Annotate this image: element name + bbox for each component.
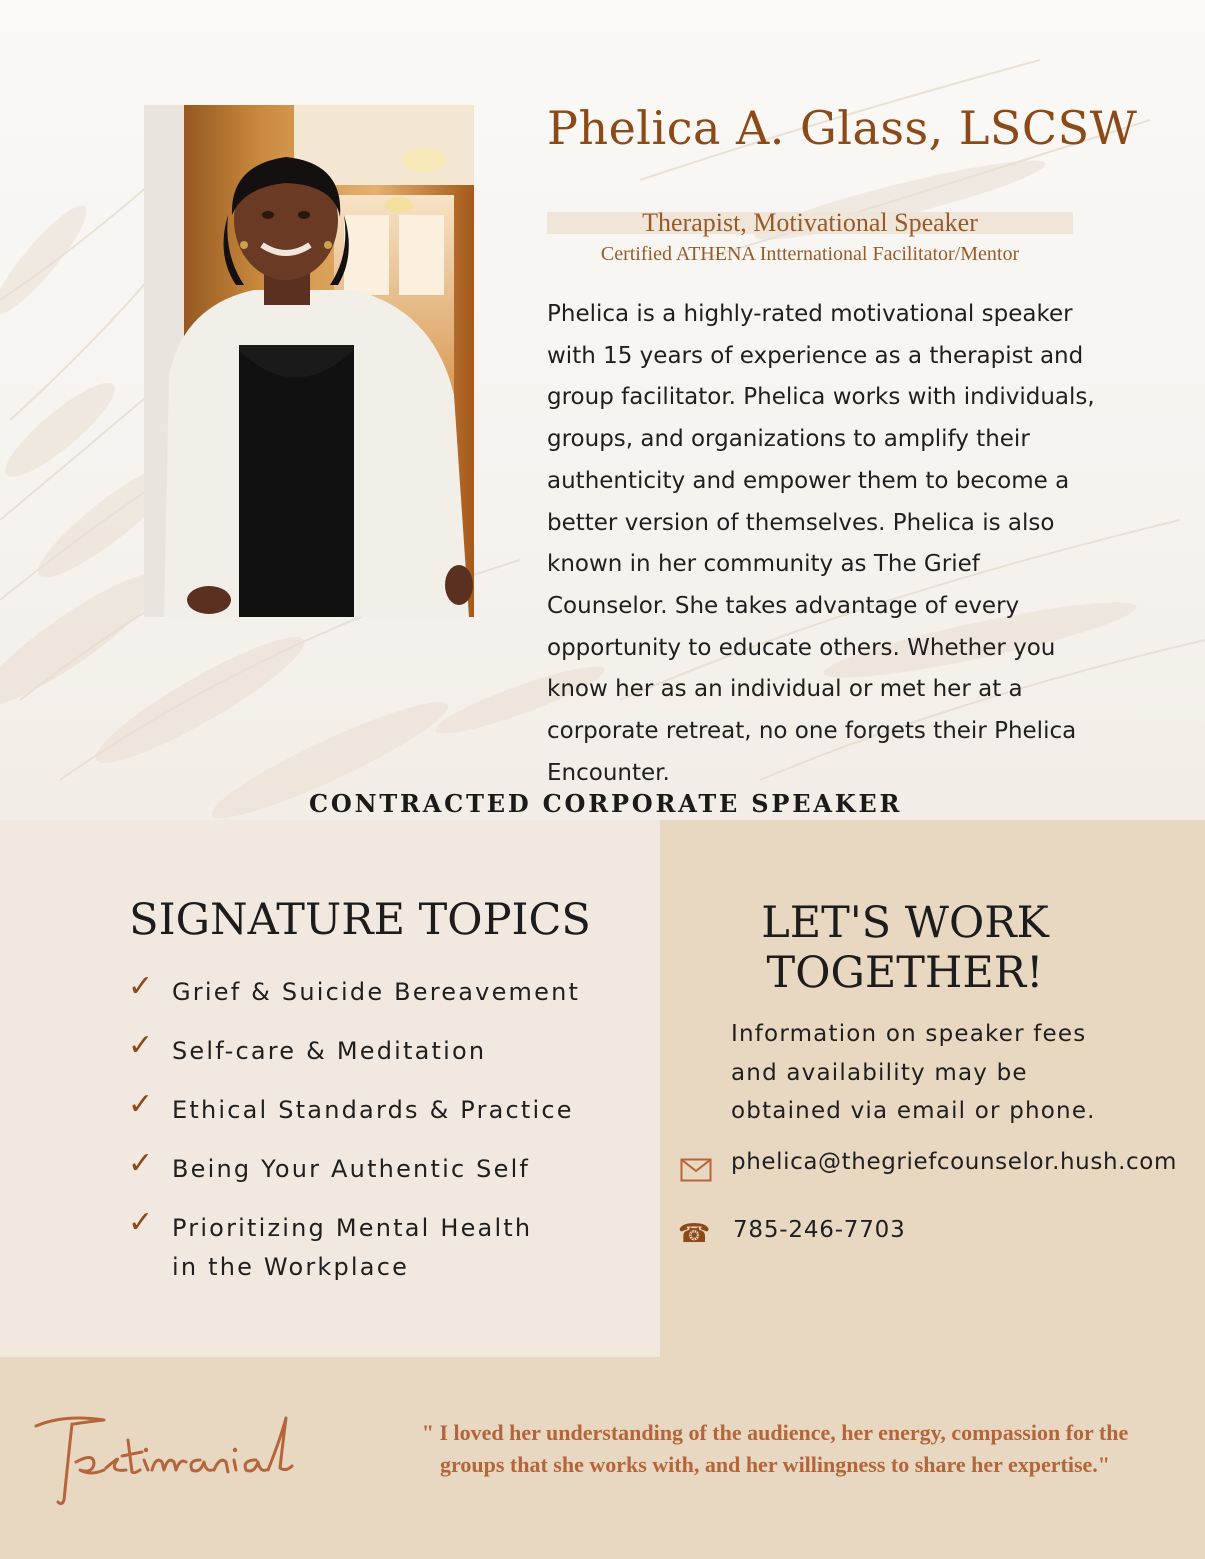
topic-label-continued: in the Workplace <box>172 1253 410 1281</box>
contracted-speaker-banner: CONTRACTED CORPORATE SPEAKER <box>309 789 903 818</box>
title-line: TOGETHER! <box>766 948 1044 998</box>
testimonial-script-heading <box>34 1400 294 1510</box>
bio-line: know her as an individual or met her at a <box>547 676 1023 703</box>
bio-line: Encounter. <box>547 759 670 786</box>
testimonial-heading-text: Testimonial <box>34 1400 40 1401</box>
testimonial-quote <box>395 1417 1155 1481</box>
topic-label: Being Your Authentic Self <box>172 1155 531 1183</box>
bio-line: better version of themselves. Phelica is also <box>547 509 1055 536</box>
info-line: obtained via email or phone. <box>731 1098 1096 1124</box>
envelope-icon <box>680 1158 712 1182</box>
checkmark-icon: ✓ <box>128 1205 154 1240</box>
bio-line: known in her community as The Grief <box>547 551 980 578</box>
topic-item <box>128 1087 648 1131</box>
checkmark-icon: ✓ <box>128 969 154 1004</box>
portrait-photo <box>144 105 474 617</box>
lets-work-together-title <box>660 898 1150 998</box>
speaker-title: Therapist, Motivational Speaker <box>642 208 978 237</box>
checkmark-icon: ✓ <box>128 1087 154 1122</box>
quote-line: groups that she works with, and her willingness to share her expertise." <box>439 1452 1111 1477</box>
email-link[interactable]: phelica@thegriefcounselor.hush.com <box>731 1149 1177 1175</box>
phone-number[interactable]: 785-246-7703 <box>733 1217 906 1243</box>
bio-line: corporate retreat, no one forgets their Phelica <box>547 718 1077 745</box>
topic-item <box>128 1028 648 1072</box>
topic-label: Ethical Standards & Practice <box>172 1096 574 1124</box>
info-line: Information on speaker fees <box>731 1021 1087 1047</box>
bio-line: Phelica is a highly-rated motivational speaker <box>547 301 1073 327</box>
topic-label: Grief & Suicide Bereavement <box>172 978 581 1006</box>
telephone-icon: ☎ <box>678 1219 711 1249</box>
topic-item <box>128 1146 648 1190</box>
bio-paragraph <box>547 294 1107 794</box>
info-line: and availability may be <box>731 1059 1028 1086</box>
speaker-name: Phelica A. Glass, LSCSW <box>547 101 1138 155</box>
topic-label: Prioritizing Mental Health <box>172 1214 533 1242</box>
bio-line: with 15 years of experience as a therapist and <box>547 342 1084 369</box>
topic-item <box>128 1205 648 1289</box>
contact-info-text <box>731 1015 1151 1131</box>
topic-item <box>128 969 648 1013</box>
bio-line: opportunity to educate others. Whether you <box>547 634 1056 661</box>
signature-topics-title: SIGNATURE TOPICS <box>129 895 591 945</box>
bio-line: Counselor. She takes advantage of every <box>547 592 1020 619</box>
speaker-certification: Certified ATHENA Intternational Facilitator/Mentor <box>600 243 1020 265</box>
checkmark-icon: ✓ <box>128 1028 154 1063</box>
bio-line: group facilitator. Phelica works with individuals, <box>547 384 1095 411</box>
quote-line: " I loved her understanding of the audience, her energy, compassion for the <box>421 1420 1129 1445</box>
bio-line: groups, and organizations to amplify their <box>547 426 1030 453</box>
title-line: LET'S WORK <box>761 898 1049 948</box>
topic-label: Self-care & Meditation <box>172 1037 487 1065</box>
checkmark-icon: ✓ <box>128 1146 154 1181</box>
bio-line: authenticity and empower them to become a <box>547 467 1070 494</box>
